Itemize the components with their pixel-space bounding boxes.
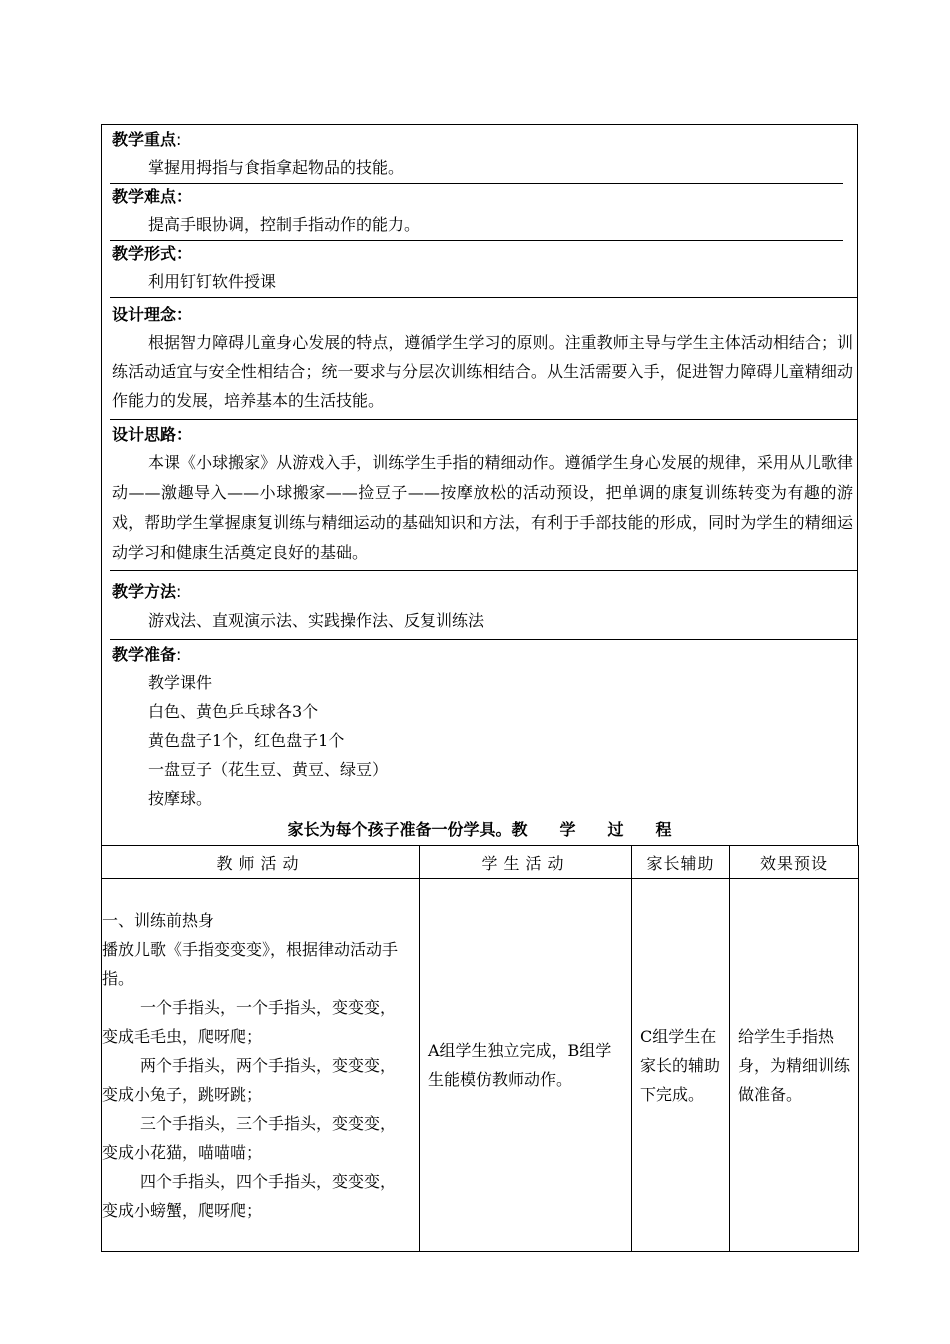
prep-item: 一盘豆子（花生豆、黄豆、绿豆） — [148, 760, 389, 779]
col-header-parent: 家长辅助 — [632, 846, 730, 879]
col-header-teacher: 教师活动 — [102, 846, 420, 879]
col-header-student: 学生活动 — [420, 846, 632, 879]
lesson-plan-page — [101, 124, 858, 1252]
teacher-line: 一个手指头，一个手指头，变变变，变成毛毛虫，爬呀爬； — [102, 998, 397, 1046]
section-heading: 教学难点 — [112, 187, 177, 206]
teacher-line: 播放儿歌《手指变变变》，根据律动活动手指。 — [102, 940, 399, 988]
section-body: 提高手眼协调，控制手指动作的能力。 — [148, 215, 421, 234]
teacher-line: 四个手指头，四个手指头，变变变，变成小螃蟹，爬呀爬； — [102, 1172, 397, 1220]
section-heading: 教学重点 — [112, 130, 177, 149]
prep-item: 黄色盘子1个，红色盘子1个 — [148, 731, 345, 750]
section-key-points: 教学重点: 掌握用拇指与食指拿起物品的技能。 — [102, 125, 857, 183]
section-body: 利用钉钉软件授课 — [148, 272, 277, 291]
section-concept: 设计理念： 根据智力障碍儿童身心发展的特点，遵循学生学习的原则。注重教师主导与学生主体活动相结合；训练活动适宜与安全性相结合；统一要求与分层次训练相结合。从生活需要入手，促进智力障碍儿童精细动作能力的发展，培养基本的生活技能。 — [102, 298, 857, 415]
prep-item: 按摩球。 — [148, 789, 213, 808]
prep-item: 教学课件 — [148, 673, 213, 692]
section-methods: 教学方法: 游戏法、直观演示法、实践操作法、反复训练法 — [102, 571, 857, 637]
section-heading: 教学形式 — [112, 244, 177, 263]
section-form: 教学形式： 利用钉钉软件授课 — [102, 241, 857, 297]
teacher-activity-cell — [102, 879, 420, 1252]
table-row — [102, 879, 859, 1252]
section-difficulties: 教学难点： 提高手眼协调，控制手指动作的能力。 — [102, 184, 857, 240]
table-header-row — [102, 846, 859, 879]
lesson-plan-box — [101, 124, 858, 845]
teacher-line: 一、训练前热身 — [102, 911, 215, 930]
teacher-line: 三个手指头，三个手指头，变变变，变成小花猫，喵喵喵； — [102, 1114, 397, 1162]
section-prep: 教学准备: 教学课件 白色、黄色乒乓球各3个 黄色盘子1个，红色盘子1个 一盘豆子（花生豆、黄豆、绿豆） 按摩球。 — [102, 640, 857, 813]
section-heading: 设计理念 — [112, 305, 177, 324]
section-body: 掌握用拇指与食指拿起物品的技能。 — [148, 158, 405, 177]
prep-item: 白色、黄色乒乓球各3个 — [148, 702, 319, 721]
expected-effect-cell: 给学生手指热身，为精细训练做准备。 — [730, 879, 859, 1252]
parent-assist-cell: C组学生在家长的辅助下完成。 — [632, 879, 730, 1252]
section-body: 根据智力障碍儿童身心发展的特点，遵循学生学习的原则。注重教师主导与学生主体活动相结合；训练活动适宜与安全性相结合；统一要求与分层次训练相结合。从生活需要入手，促进智力障碍儿童精细动作能力的发展，培养基本的生活技能。 — [112, 333, 853, 410]
process-table — [101, 845, 859, 1252]
teacher-line: 两个手指头，两个手指头，变变变，变成小兔子，跳呀跳； — [102, 1056, 397, 1104]
col-header-effect: 效果预设 — [730, 846, 859, 879]
section-body: 游戏法、直观演示法、实践操作法、反复训练法 — [148, 611, 485, 630]
process-title: 家长为每个孩子准备一份学具。教 学 过 程 — [287, 820, 672, 839]
student-activity-cell: A组学生独立完成，B组学生能模仿教师动作。 — [420, 879, 632, 1252]
section-heading: 教学准备 — [112, 645, 177, 664]
section-approach: 设计思路： 本课《小球搬家》从游戏入手，训练学生手指的精细动作。遵循学生身心发展的规律，采用从儿歌律动——激趣导入——小球搬家——捡豆子——按摩放松的活动预设，把单调的康复训练转变为有趣的游戏，帮助学生掌握康复训练与精细运动的基础知识和方法，有利于手部技能的形成，同时为学生的精细运动学习和健康生活奠定良好的基础。 — [102, 420, 857, 568]
section-body: 本课《小球搬家》从游戏入手，训练学生手指的精细动作。遵循学生身心发展的规律，采用从儿歌律动——激趣导入——小球搬家——捡豆子——按摩放松的活动预设，把单调的康复训练转变为有趣的游戏，帮助学生掌握康复训练与精细运动的基础知识和方法，有利于手部技能的形成，同时为学生的精细运动学习和健康生活奠定良好的基础。 — [112, 453, 853, 562]
section-heading: 设计思路 — [112, 425, 177, 444]
section-heading: 教学方法 — [112, 582, 177, 601]
